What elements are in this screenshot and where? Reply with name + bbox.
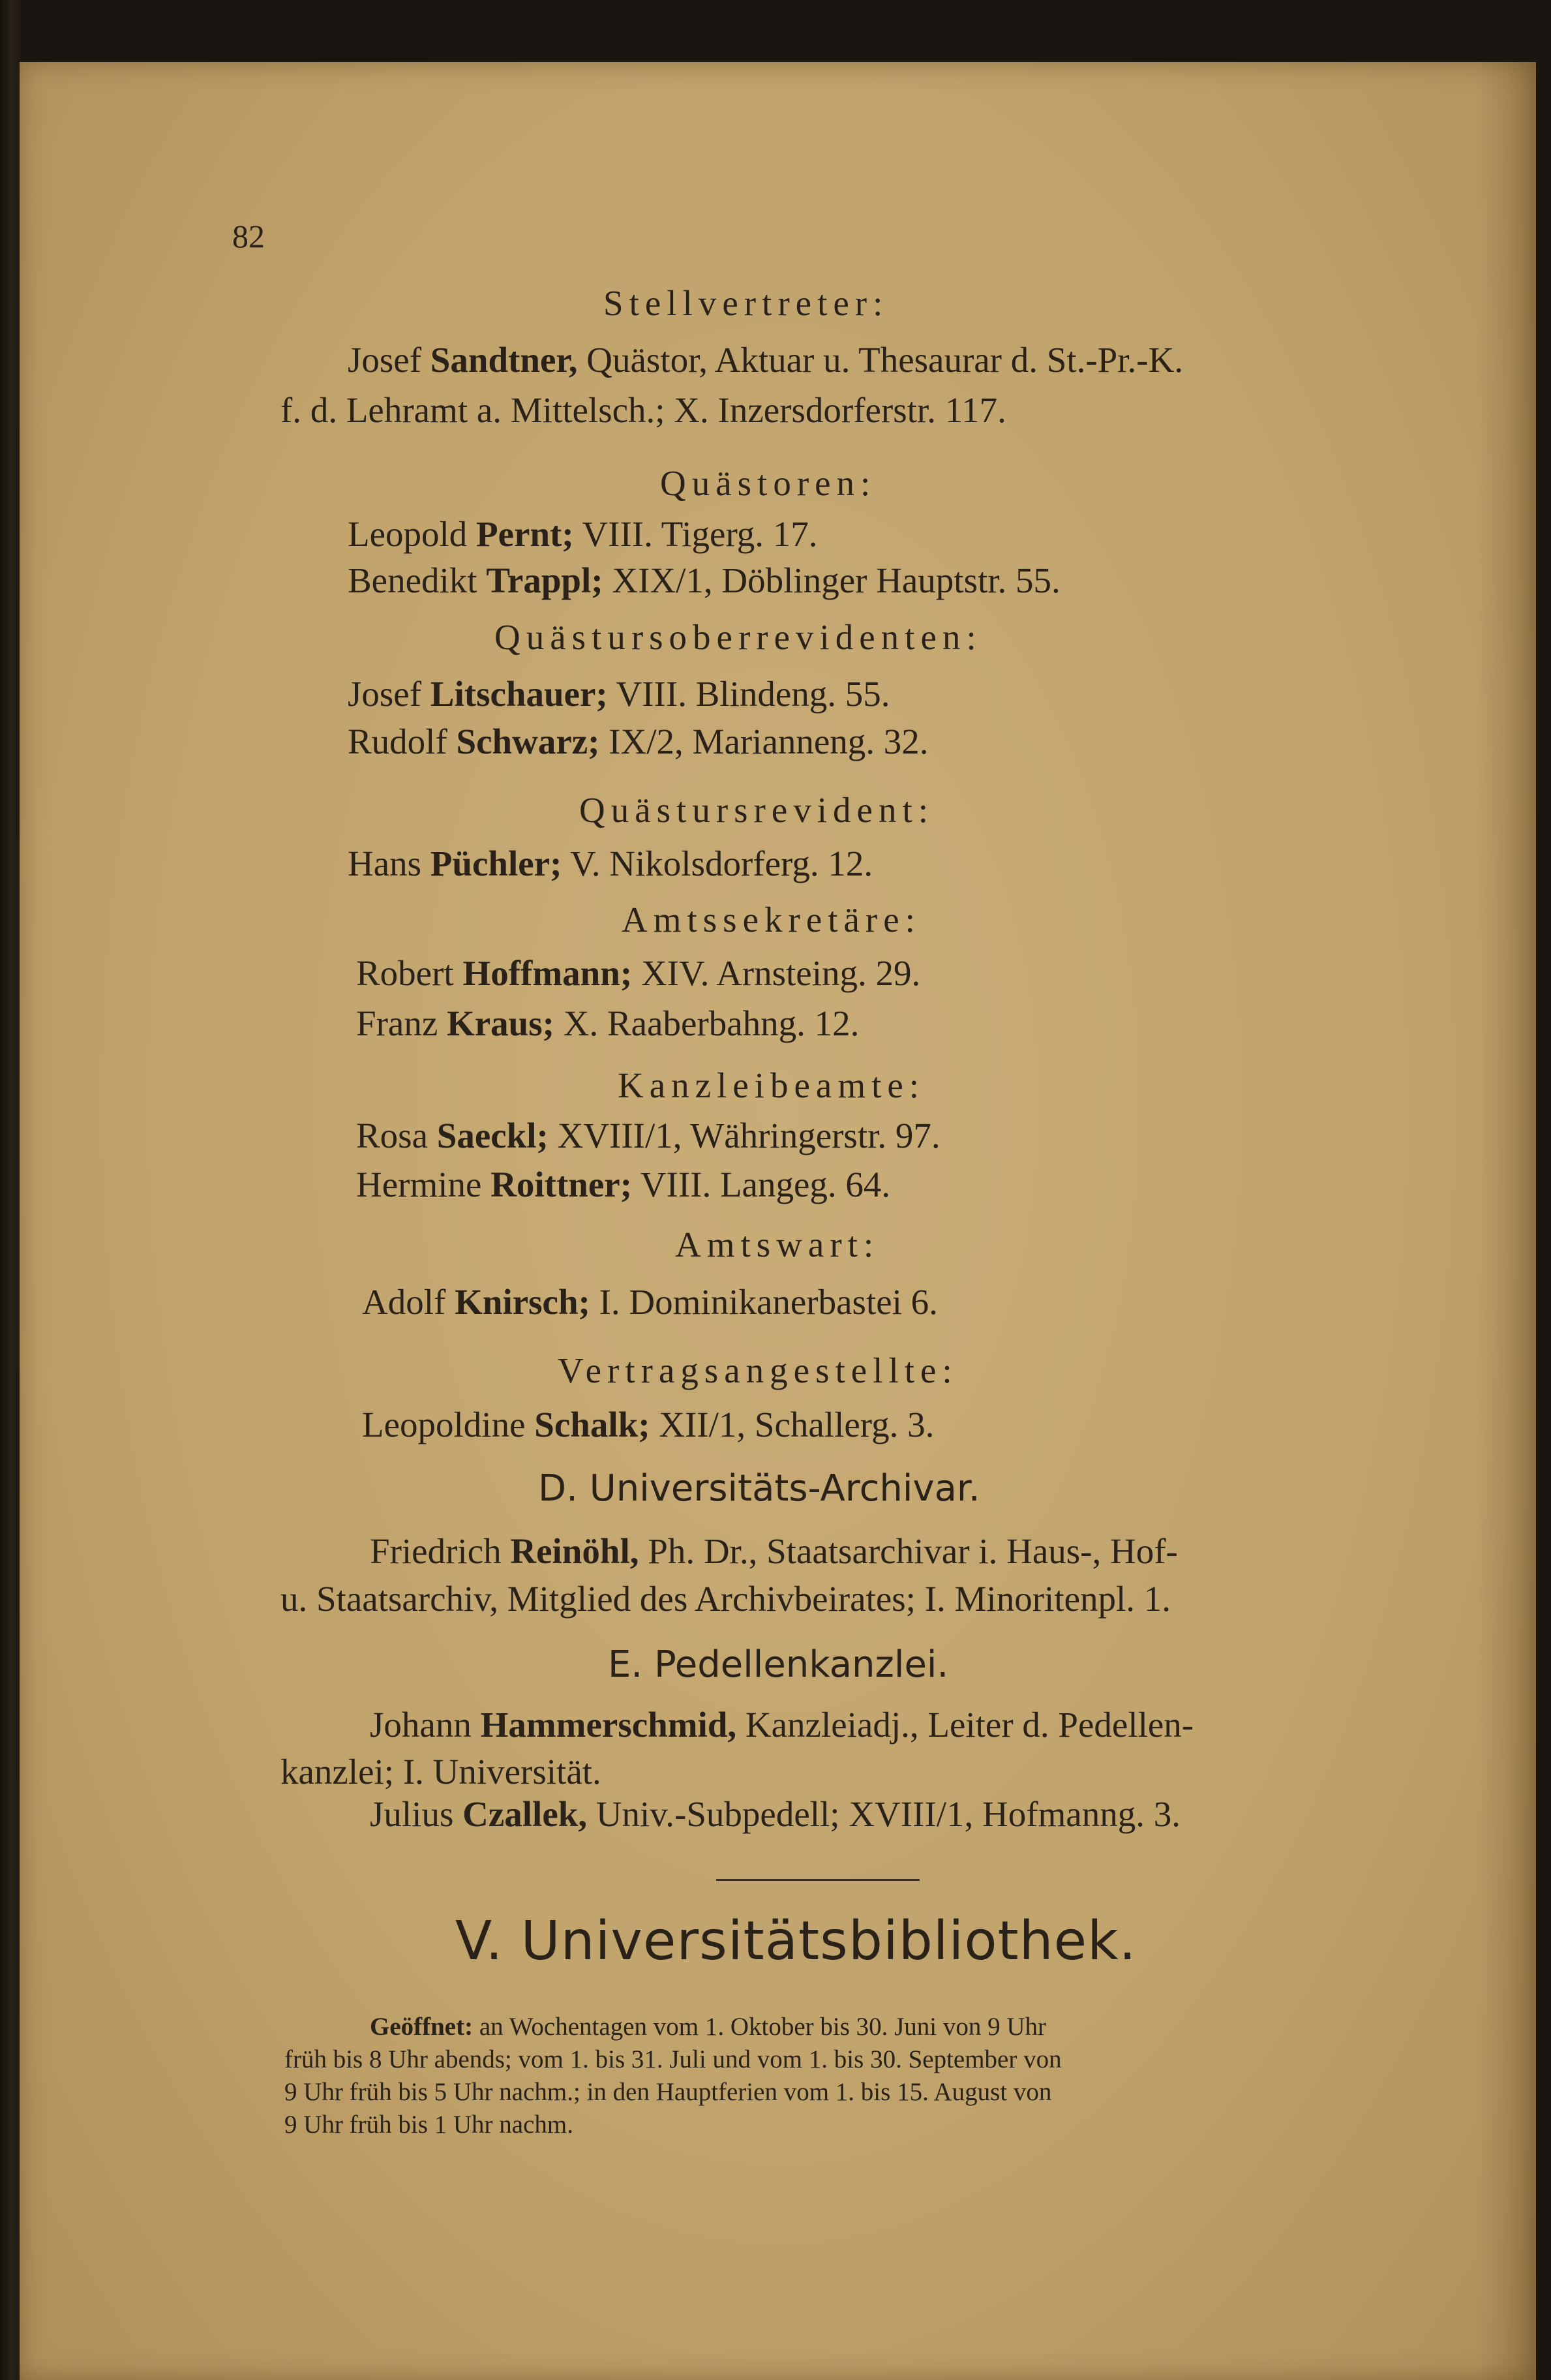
entry-line: Josef Litschauer; VIII. Blindeng. 55. [348, 674, 890, 714]
section-heading-quaestoren: Quästoren: [660, 463, 877, 503]
entry-line: Johann Hammerschmid, Kanzleiadj., Leiter d. Pedellen- [370, 1705, 1194, 1745]
entry-line: Friedrich Reinöhl, Ph. Dr., Staatsarchivar i. Haus-, Hof- [370, 1531, 1178, 1571]
opening-hours-line: 9 Uhr früh bis 1 Uhr nachm. [284, 2111, 573, 2139]
entry-line: Adolf Knirsch; I. Dominikanerbastei 6. [362, 1282, 938, 1322]
entry-line: Julius Czallek, Univ.-Subpedell; XVIII/1, Hofmanng. 3. [370, 1794, 1181, 1834]
entry-line: Robert Hoffmann; XIV. Arnsteing. 29. [356, 953, 921, 993]
opening-hours-line: früh bis 8 Uhr abends; vom 1. bis 31. Juli und vom 1. bis 30. September von [284, 2045, 1062, 2073]
section-heading-vertragsangestellte: Vertragsangestellte: [558, 1350, 958, 1390]
entry-line: Franz Kraus; X. Raaberbahng. 12. [356, 1003, 860, 1043]
section-heading-amtswart: Amtswart: [675, 1225, 880, 1264]
section-heading-stellvertreter: Stellvertreter: [603, 283, 889, 323]
entry-line: Rudolf Schwarz; IX/2, Marianneng. 32. [348, 722, 929, 761]
section-heading-kanzleibeamte: Kanzleibeamte: [618, 1065, 926, 1105]
entry-line: Hermine Roittner; VIII. Langeg. 64. [356, 1165, 891, 1204]
opening-hours-line: Geöffnet: an Wochentagen vom 1. Oktober bis 30. Juni von 9 Uhr [370, 2013, 1047, 2041]
entry-line: Leopold Pernt; VIII. Tigerg. 17. [348, 514, 818, 554]
entry-line: u. Staatsarchiv, Mitglied des Archivbeirates; I. Minoritenpl. 1. [280, 1579, 1171, 1619]
opening-hours-line: 9 Uhr früh bis 5 Uhr nachm.; in den Hauptferien vom 1. bis 15. August von [284, 2078, 1052, 2106]
section-heading-archivar: D. Universitäts-Archivar. [538, 1467, 980, 1510]
entry-line: kanzlei; I. Universität. [280, 1752, 601, 1792]
section-heading-pedellenkanzlei: E. Pedellenkanzlei. [608, 1643, 949, 1686]
entry-line: Benedikt Trappl; XIX/1, Döblinger Hauptstr. 55. [348, 560, 1061, 600]
section-heading-oberrevidenten: Quästursoberrevidenten: [494, 617, 982, 657]
entry-line: Josef Sandtner, Quästor, Aktuar u. Thesaurar d. St.-Pr.-K. [348, 340, 1184, 380]
entry-line: Leopoldine Schalk; XII/1, Schallerg. 3. [362, 1405, 935, 1444]
entry-line: f. d. Lehramt a. Mittelsch.; X. Inzersdorferstr. 117. [280, 390, 1006, 430]
section-heading-revident: Quästursrevident: [579, 790, 935, 830]
section-heading-amtssekretaere: Amtssekretäre: [622, 900, 921, 939]
page-number: 82 [232, 218, 265, 254]
entry-line: Hans Püchler; V. Nikolsdorferg. 12. [348, 844, 873, 883]
entry-line: Rosa Saeckl; XVIII/1, Währingerstr. 97. [356, 1116, 941, 1155]
section-divider [716, 1879, 920, 1881]
chapter-heading-bibliothek: V. Universitätsbibliothek. [455, 1910, 1137, 1972]
